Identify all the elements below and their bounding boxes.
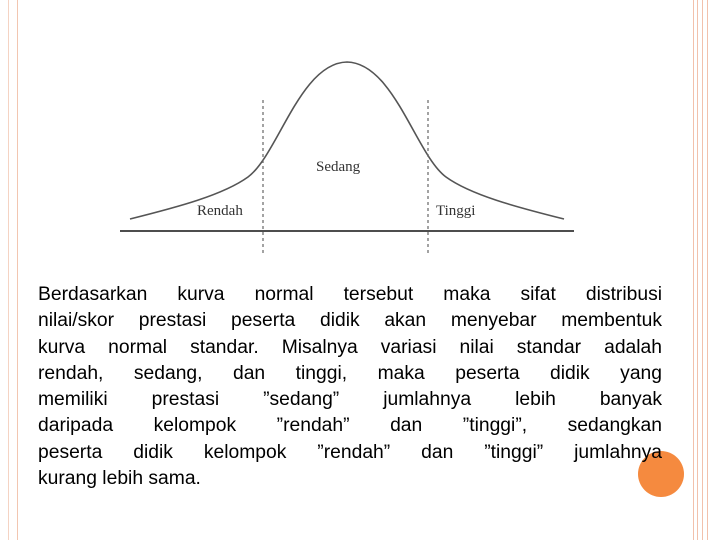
left-border-frame [0, 0, 18, 540]
label-tinggi: Tinggi [436, 203, 476, 219]
right-border-line [697, 0, 698, 540]
right-border-frame [684, 0, 720, 540]
right-border-line [693, 0, 694, 540]
left-border-line [8, 0, 9, 540]
right-border-line [702, 0, 703, 540]
bell-curve [130, 62, 564, 219]
paragraph-line: daripada kelompok ”rendah” dan ”tinggi”, sedangkan [38, 415, 662, 437]
right-border-line [707, 0, 708, 540]
label-rendah: Rendah [197, 203, 243, 219]
paragraph-line: nilai/skor prestasi peserta didik akan menyebar membentuk [38, 310, 662, 332]
normal-curve-figure [118, 55, 578, 260]
paragraph-line: peserta didik kelompok ”rendah” dan ”tinggi” jumlahnya [38, 441, 662, 463]
normal-curve-graphic [118, 55, 578, 260]
label-sedang: Sedang [316, 159, 361, 175]
paragraph-line: rendah, sedang, dan tinggi, maka peserta didik yang [38, 362, 662, 384]
paragraph-line: kurang lebih sama. [38, 468, 201, 490]
paragraph-line: memiliki prestasi ”sedang” jumlahnya lebih banyak [38, 389, 662, 411]
paragraph-line: kurva normal standar. Misalnya variasi nilai standar adalah [38, 336, 662, 358]
explanation-paragraph [38, 282, 662, 492]
paragraph-line: Berdasarkan kurva normal tersebut maka sifat distribusi [38, 284, 662, 305]
